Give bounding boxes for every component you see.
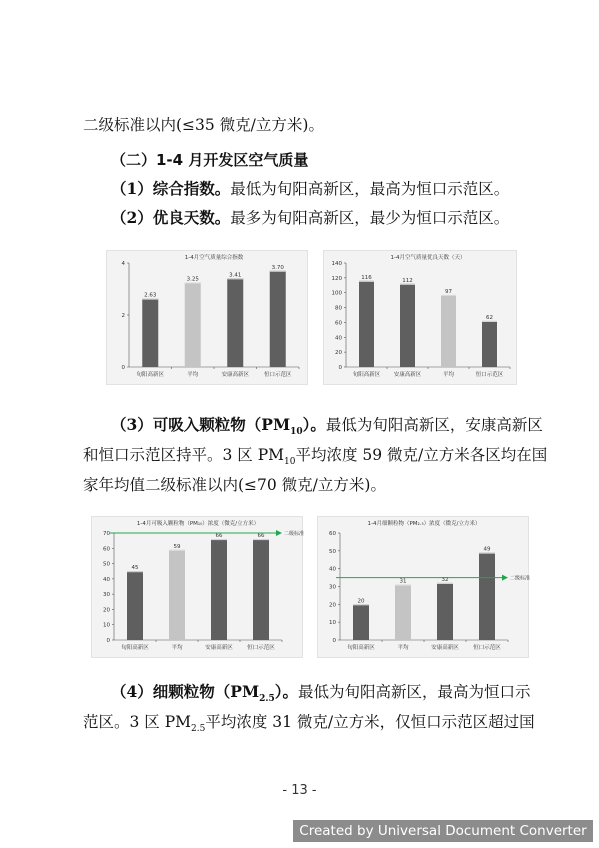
bar bbox=[169, 550, 185, 640]
x-tick-label: 旬阳高新区 bbox=[352, 372, 381, 378]
chart-pm10 bbox=[91, 516, 303, 658]
reference-label: 二级标准 bbox=[284, 531, 305, 537]
y-tick-label: 50 bbox=[329, 548, 336, 555]
y-tick-label: 100 bbox=[331, 290, 342, 297]
paragraph-lead: （1）综合指数。 bbox=[111, 179, 231, 198]
data-label: 31 bbox=[399, 578, 407, 585]
bar bbox=[441, 295, 456, 367]
bar bbox=[142, 299, 158, 367]
data-label: 45 bbox=[131, 565, 139, 572]
y-tick-label: 20 bbox=[329, 602, 336, 609]
bar bbox=[479, 553, 495, 640]
y-tick-label: 0 bbox=[106, 638, 110, 644]
x-tick-label: 旬阳高新区 bbox=[121, 645, 149, 651]
y-tick-label: 20 bbox=[335, 350, 342, 357]
data-label: 2.63 bbox=[144, 292, 157, 299]
paragraph-pm10-cont bbox=[83, 444, 548, 473]
chart-pm10-svg bbox=[92, 517, 305, 657]
bar bbox=[437, 583, 453, 640]
x-tick-label: 恒口示范区 bbox=[475, 372, 504, 378]
x-tick-label: 平均 bbox=[187, 372, 199, 378]
data-label: 112 bbox=[402, 277, 413, 284]
data-label: 66 bbox=[257, 533, 265, 540]
x-tick-label: 安康高新区 bbox=[205, 645, 233, 651]
x-tick-label: 平均 bbox=[171, 645, 183, 651]
x-tick-label: 恒口示范区 bbox=[247, 645, 275, 651]
y-tick-label: 50 bbox=[103, 561, 110, 568]
y-tick-label: 120 bbox=[331, 275, 342, 282]
bar bbox=[185, 283, 201, 368]
y-tick-label: 2 bbox=[121, 313, 125, 319]
paragraph-text: 最低为旬阳高新区，最高为恒口示 bbox=[298, 683, 531, 701]
paragraph-text: 二级标准以内(≤35 微克/立方米)。 bbox=[83, 116, 324, 134]
paragraph-text: 最低为旬阳高新区，最高为恒口示范区。 bbox=[230, 180, 510, 198]
bar bbox=[400, 284, 415, 367]
data-label: 20 bbox=[357, 598, 365, 605]
reference-label: 二级标准 bbox=[510, 575, 531, 582]
chart-good-days-svg bbox=[324, 251, 516, 384]
y-tick-label: 80 bbox=[335, 305, 342, 312]
chart-pm25-svg bbox=[318, 517, 531, 657]
y-tick-label: 0 bbox=[338, 365, 342, 371]
paragraph-lead-close: ）。 bbox=[274, 682, 299, 701]
converter-watermark: Created by Universal Document Converter bbox=[293, 820, 593, 842]
x-tick-label: 恒口示范区 bbox=[263, 372, 292, 378]
data-label: 32 bbox=[441, 576, 449, 583]
chart-title: 1-4月空气质量优良天数（天） bbox=[390, 255, 466, 261]
bar bbox=[482, 321, 497, 367]
y-tick-label: 0 bbox=[332, 638, 336, 644]
y-tick-label: 70 bbox=[103, 531, 110, 537]
chart-title: 1-4月细颗粒物（PM₂.₅）浓度（微克/立方米） bbox=[367, 521, 481, 527]
subscript: 2.5 bbox=[191, 724, 206, 735]
paragraph-text: 最多为旬阳高新区，最少为恒口示范区。 bbox=[230, 209, 510, 227]
paragraph-pm25-standard bbox=[83, 114, 523, 136]
data-label: 3.25 bbox=[186, 276, 199, 283]
y-tick-label: 10 bbox=[329, 620, 336, 627]
data-label: 116 bbox=[361, 274, 372, 281]
y-tick-label: 60 bbox=[103, 546, 110, 553]
paragraph-text: 和恒口示范区持平。3 区 PM bbox=[83, 446, 285, 464]
y-tick-label: 60 bbox=[335, 320, 342, 327]
y-tick-label: 60 bbox=[329, 531, 336, 537]
section-heading-text: （二）1-4 月开发区空气质量 bbox=[111, 151, 309, 169]
bar bbox=[211, 539, 227, 640]
reference-arrow bbox=[276, 530, 282, 536]
x-tick-label: 安康高新区 bbox=[221, 372, 250, 378]
y-tick-label: 20 bbox=[103, 607, 110, 614]
bar bbox=[270, 271, 286, 367]
subscript: 10 bbox=[284, 457, 296, 468]
y-tick-label: 4 bbox=[121, 261, 125, 267]
paragraph-text: 家年均值二级标准以内(≤70 微克/立方米)。 bbox=[83, 476, 386, 494]
x-tick-label: 平均 bbox=[442, 372, 455, 378]
paragraph-lead-close: ）。 bbox=[302, 415, 326, 434]
y-tick-label: 40 bbox=[335, 335, 342, 342]
subscript: 10 bbox=[290, 427, 303, 438]
bar bbox=[227, 278, 243, 367]
subscript: 2.5 bbox=[259, 694, 275, 705]
paragraph-lead: （4）细颗粒物（PM bbox=[111, 682, 260, 701]
y-tick-label: 30 bbox=[103, 592, 110, 599]
y-tick-label: 40 bbox=[329, 566, 336, 573]
paragraph-lead: （2）优良天数。 bbox=[111, 208, 231, 227]
reference-arrow bbox=[502, 575, 508, 581]
x-tick-label: 旬阳高新区 bbox=[347, 645, 375, 651]
bar bbox=[253, 539, 269, 640]
data-label: 97 bbox=[445, 288, 452, 295]
y-tick-label: 140 bbox=[331, 261, 342, 267]
bar bbox=[127, 571, 143, 640]
chart-title: 1-4月可吸入颗粒物（PM₁₀）浓度（微克/立方米） bbox=[136, 521, 260, 527]
paragraph-pm25 bbox=[111, 681, 551, 710]
x-tick-label: 安康高新区 bbox=[431, 645, 459, 651]
x-tick-label: 旬阳高新区 bbox=[136, 372, 165, 378]
y-tick-label: 0 bbox=[121, 365, 125, 371]
chart-good-days bbox=[323, 250, 517, 385]
y-tick-label: 10 bbox=[103, 622, 110, 629]
paragraph-good-days bbox=[111, 207, 551, 229]
section-heading bbox=[111, 149, 551, 171]
paragraph-pm25-cont bbox=[83, 711, 535, 740]
data-label: 49 bbox=[483, 546, 491, 553]
data-label: 66 bbox=[215, 533, 223, 540]
data-label: 3.70 bbox=[271, 264, 284, 271]
paragraph-text: 最低为旬阳高新区，安康高新区 bbox=[325, 416, 543, 434]
paragraph-composite-index bbox=[111, 178, 551, 200]
x-tick-label: 恒口示范区 bbox=[473, 645, 501, 651]
chart-composite-index bbox=[106, 250, 308, 385]
bar bbox=[395, 585, 411, 640]
chart-title: 1-4月空气质量综合指数 bbox=[184, 255, 244, 261]
data-label: 59 bbox=[173, 543, 181, 550]
x-tick-label: 安康高新区 bbox=[393, 372, 422, 378]
paragraph-lead: （3）可吸入颗粒物（PM bbox=[111, 415, 291, 434]
bar bbox=[359, 281, 374, 367]
y-tick-label: 30 bbox=[329, 584, 336, 591]
x-tick-label: 平均 bbox=[397, 645, 409, 651]
data-label: 3.41 bbox=[229, 272, 242, 279]
chart-composite-index-svg bbox=[107, 251, 307, 384]
page-number: - 13 - bbox=[282, 783, 317, 798]
paragraph-pm10-standard bbox=[83, 474, 523, 496]
data-label: 62 bbox=[486, 314, 493, 321]
y-tick-label: 40 bbox=[103, 576, 110, 583]
chart-pm25 bbox=[317, 516, 529, 658]
paragraph-text: 范区。3 区 PM bbox=[83, 713, 192, 731]
bar bbox=[353, 604, 369, 640]
paragraph-text: 平均浓度 31 微克/立方米，仅恒口示范区超过国 bbox=[205, 713, 535, 731]
paragraph-pm10 bbox=[111, 414, 551, 443]
paragraph-text: 平均浓度 59 微克/立方米各区均在国 bbox=[295, 446, 548, 464]
